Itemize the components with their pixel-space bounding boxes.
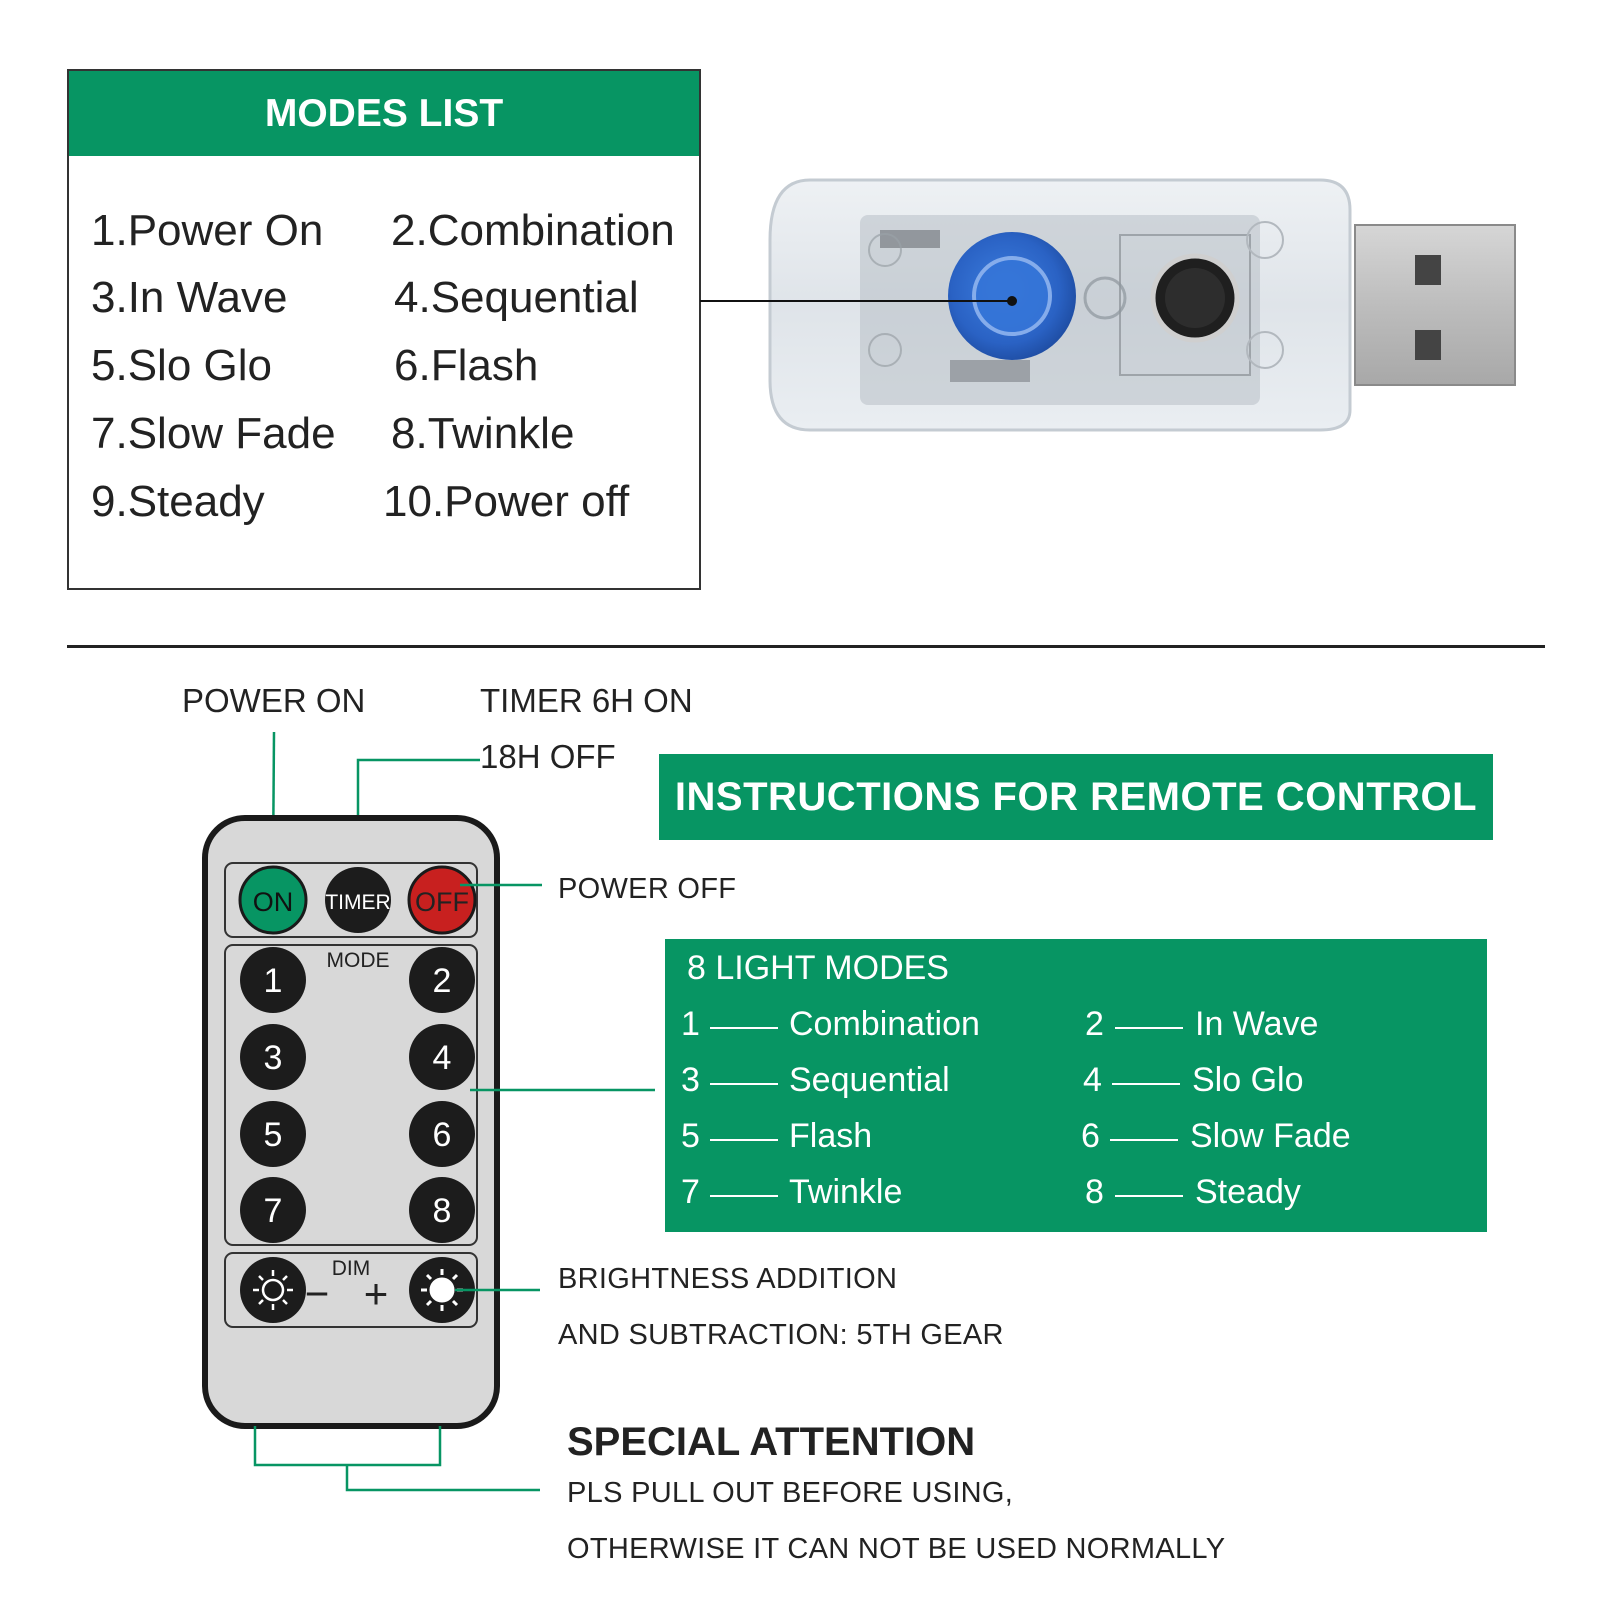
remote-key-label: 2 <box>432 962 452 1000</box>
remote-key-label: 4 <box>432 1039 452 1077</box>
remote-key-label: 3 <box>263 1039 283 1077</box>
remote-mode-label: MODE <box>326 949 390 972</box>
usb-pointer-line <box>700 295 1030 307</box>
remote-plus-sign: + <box>363 1270 389 1317</box>
light-mode-number: 2 <box>1085 1005 1104 1043</box>
timer-callout-line2: 18H OFF <box>480 738 616 775</box>
instructions-banner: INSTRUCTIONS FOR REMOTE CONTROL <box>659 754 1493 840</box>
remote-dim-minus-button[interactable] <box>240 1257 306 1323</box>
special-attention-connector <box>345 1465 545 1495</box>
usb-plug-hole <box>1415 255 1441 285</box>
light-mode-dash <box>1112 1083 1180 1085</box>
light-mode-name: In Wave <box>1195 1005 1319 1043</box>
mode-item: 9.Steady <box>91 477 265 526</box>
light-modes-panel <box>665 939 1487 1232</box>
mode-item: 5.Slo Glo <box>91 341 272 390</box>
remote-timer-label: TIMER <box>325 891 391 914</box>
power-off-connector <box>460 880 550 890</box>
light-mode-dash <box>710 1027 778 1029</box>
light-mode-dash <box>1110 1139 1178 1141</box>
light-mode-dash <box>710 1195 778 1197</box>
remote-control-image <box>180 720 580 1540</box>
light-mode-dash <box>1115 1027 1183 1029</box>
remote-key-label: 8 <box>432 1192 452 1230</box>
remote-minus-sign: − <box>304 1270 330 1317</box>
light-mode-name: Sequential <box>789 1061 950 1099</box>
brightness-callout-line1: BRIGHTNESS ADDITION <box>558 1263 898 1295</box>
special-attention-title: SPECIAL ATTENTION <box>567 1420 976 1464</box>
modes-list-panel <box>67 69 701 590</box>
light-mode-number: 3 <box>681 1061 700 1099</box>
mode-item: 8.Twinkle <box>391 409 575 458</box>
power-on-callout: POWER ON <box>182 682 366 719</box>
remote-on-label: ON <box>252 887 294 917</box>
section-divider <box>67 645 1545 648</box>
battery-tab-bracket <box>255 1426 440 1465</box>
light-mode-number: 7 <box>681 1173 700 1211</box>
special-attention-line2: OTHERWISE IT CAN NOT BE USED NORMALLY <box>567 1533 1226 1565</box>
light-mode-dash <box>1115 1195 1183 1197</box>
brightness-connector <box>455 1285 545 1295</box>
light-mode-name: Steady <box>1195 1173 1301 1211</box>
light-modes-connector <box>470 1085 670 1095</box>
light-mode-number: 8 <box>1085 1173 1104 1211</box>
light-mode-number: 6 <box>1081 1117 1100 1155</box>
timer-callout-line1: TIMER 6H ON <box>480 682 693 719</box>
mode-item: 7.Slow Fade <box>91 409 336 458</box>
remote-key-label: 6 <box>432 1116 452 1154</box>
light-mode-number: 1 <box>681 1005 700 1043</box>
remote-dim-label: DIM <box>331 1257 371 1280</box>
usb-plug-hole <box>1415 330 1441 360</box>
remote-off-label: OFF <box>415 887 469 917</box>
brightness-callout-line2: AND SUBTRACTION: 5TH GEAR <box>558 1319 1004 1351</box>
remote-key-label: 1 <box>263 962 283 1000</box>
light-mode-name: Slow Fade <box>1190 1117 1351 1155</box>
light-mode-dash <box>710 1083 778 1085</box>
usb-controller-image <box>700 160 1520 460</box>
mode-item: 1.Power On <box>91 206 324 255</box>
mode-item: 3.In Wave <box>91 273 288 322</box>
special-attention-line1: PLS PULL OUT BEFORE USING, <box>567 1477 1014 1509</box>
light-mode-dash <box>710 1139 778 1141</box>
light-mode-name: Twinkle <box>789 1173 903 1211</box>
mode-item: 6.Flash <box>394 341 539 390</box>
usb-plug <box>1355 225 1515 385</box>
power-off-callout: POWER OFF <box>558 873 737 905</box>
light-mode-name: Flash <box>789 1117 873 1155</box>
light-mode-number: 4 <box>1083 1061 1102 1099</box>
light-modes-title: 8 LIGHT MODES <box>687 949 949 987</box>
light-mode-name: Combination <box>789 1005 980 1043</box>
mode-item: 2.Combination <box>391 206 675 255</box>
modes-list-title: MODES LIST <box>69 71 699 156</box>
remote-key-label: 7 <box>263 1192 283 1230</box>
remote-key-label: 5 <box>263 1116 283 1154</box>
mode-item: 4.Sequential <box>394 273 639 322</box>
light-mode-number: 5 <box>681 1117 700 1155</box>
light-mode-name: Slo Glo <box>1192 1061 1304 1099</box>
mode-item: 10.Power off <box>383 477 630 526</box>
